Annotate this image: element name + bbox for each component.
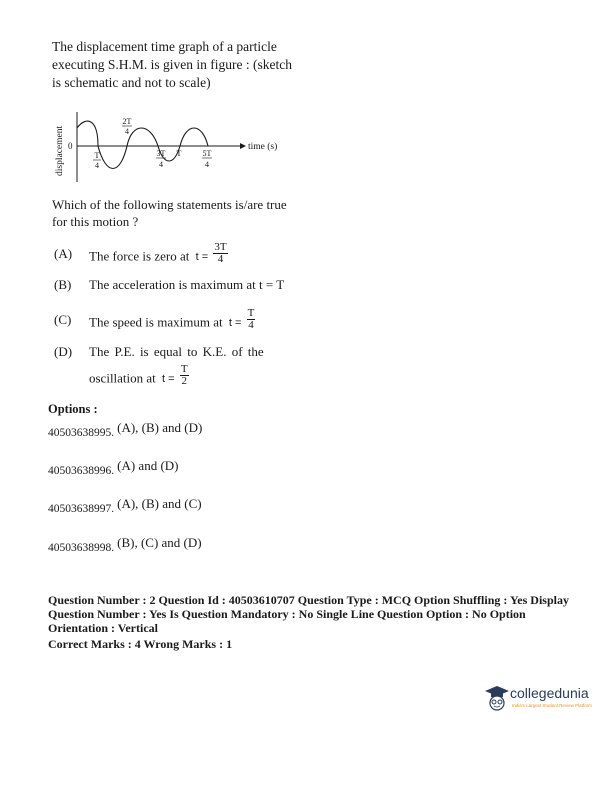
option-id: 40503638998. [48,542,115,554]
meta-line: Question Number : Yes Is Question Mandatory : No Single Line Question Option : No Option [48,607,526,621]
statement-b [54,277,314,295]
fraction: $\frac{T}{4}$ [247,307,255,331]
statement-label: (D) [54,344,73,359]
statement-text: The acceleration is maximum at t = T [89,277,285,292]
option-4[interactable] [48,535,202,554]
tick-2t-over-4 [122,117,132,136]
statement-text: The speed is maximum at [89,314,223,330]
option-text: (A), (B) and (D) [117,420,203,435]
option-3[interactable] [48,496,202,515]
statement-text: The P.E. is equal to K.E. of the [89,344,264,359]
tick-t: T [176,149,182,158]
option-id: 40503638996. [48,465,115,477]
collegedunia-logo [482,683,592,719]
statement-c [54,306,314,336]
tick-5t-over-4 [202,149,212,169]
logo-brand: collegedunia [510,685,589,701]
origin-label: 0 [68,141,73,151]
x-axis-arrow [240,143,246,149]
statement-expr: t = [228,317,242,330]
svg-text:4: 4 [159,160,163,169]
option-text: (A), (B) and (C) [117,496,202,511]
fraction: $\frac{T}{2}$ [180,363,188,387]
svg-text:4: 4 [95,161,99,170]
options-heading: Options : [48,402,98,416]
question-prompt: Which of the following statements is/are true for this motion ? [52,197,287,229]
svg-text:T: T [94,151,100,160]
question-intro: The displacement time graph of a particle executing S.H.M. is given in figure : (sketch is schematic and not to scale) [52,39,292,90]
option-id: 40503638997. [48,503,115,515]
graph-ylabel: displacement [55,125,65,176]
meta-line: Orientation : Vertical [48,621,158,635]
statement-text-continued: oscillation at [89,370,156,386]
meta-line: Question Number : 2 Question Id : 40503610707 Question Type : MCQ Option Shuffling : Yes Display [48,593,569,607]
statement-d [54,344,314,396]
svg-text:3T: 3T [156,149,166,158]
meta-line: Correct Marks : 4 Wrong Marks : 1 [48,637,233,651]
svg-text:5T: 5T [202,149,212,158]
statement-label: (A) [54,246,73,261]
svg-text:4: 4 [205,160,209,169]
option-text: (A) and (D) [117,458,179,473]
statement-text: The force is zero at [89,248,190,264]
graph-xlabel: time (s) [248,142,278,152]
svg-text:4: 4 [125,127,129,136]
statement-expr: t = [195,251,209,264]
statement-label: (C) [54,312,72,327]
statement-expr: t = [162,373,175,386]
shm-graph [50,106,310,191]
option-2[interactable] [48,458,179,477]
option-1[interactable] [48,420,203,439]
svg-text:2T: 2T [122,117,132,126]
question-meta [48,593,578,651]
statement-a [54,240,314,270]
logo-tagline: India's Largest Student Review Platform [512,703,592,708]
fraction: $\frac{3T}{4}$ [214,241,227,265]
option-id: 40503638995. [48,427,115,439]
option-text: (B), (C) and (D) [117,535,202,550]
statement-label: (B) [54,277,72,292]
graduate-icon [482,683,510,717]
tick-t-over-4 [93,151,101,170]
